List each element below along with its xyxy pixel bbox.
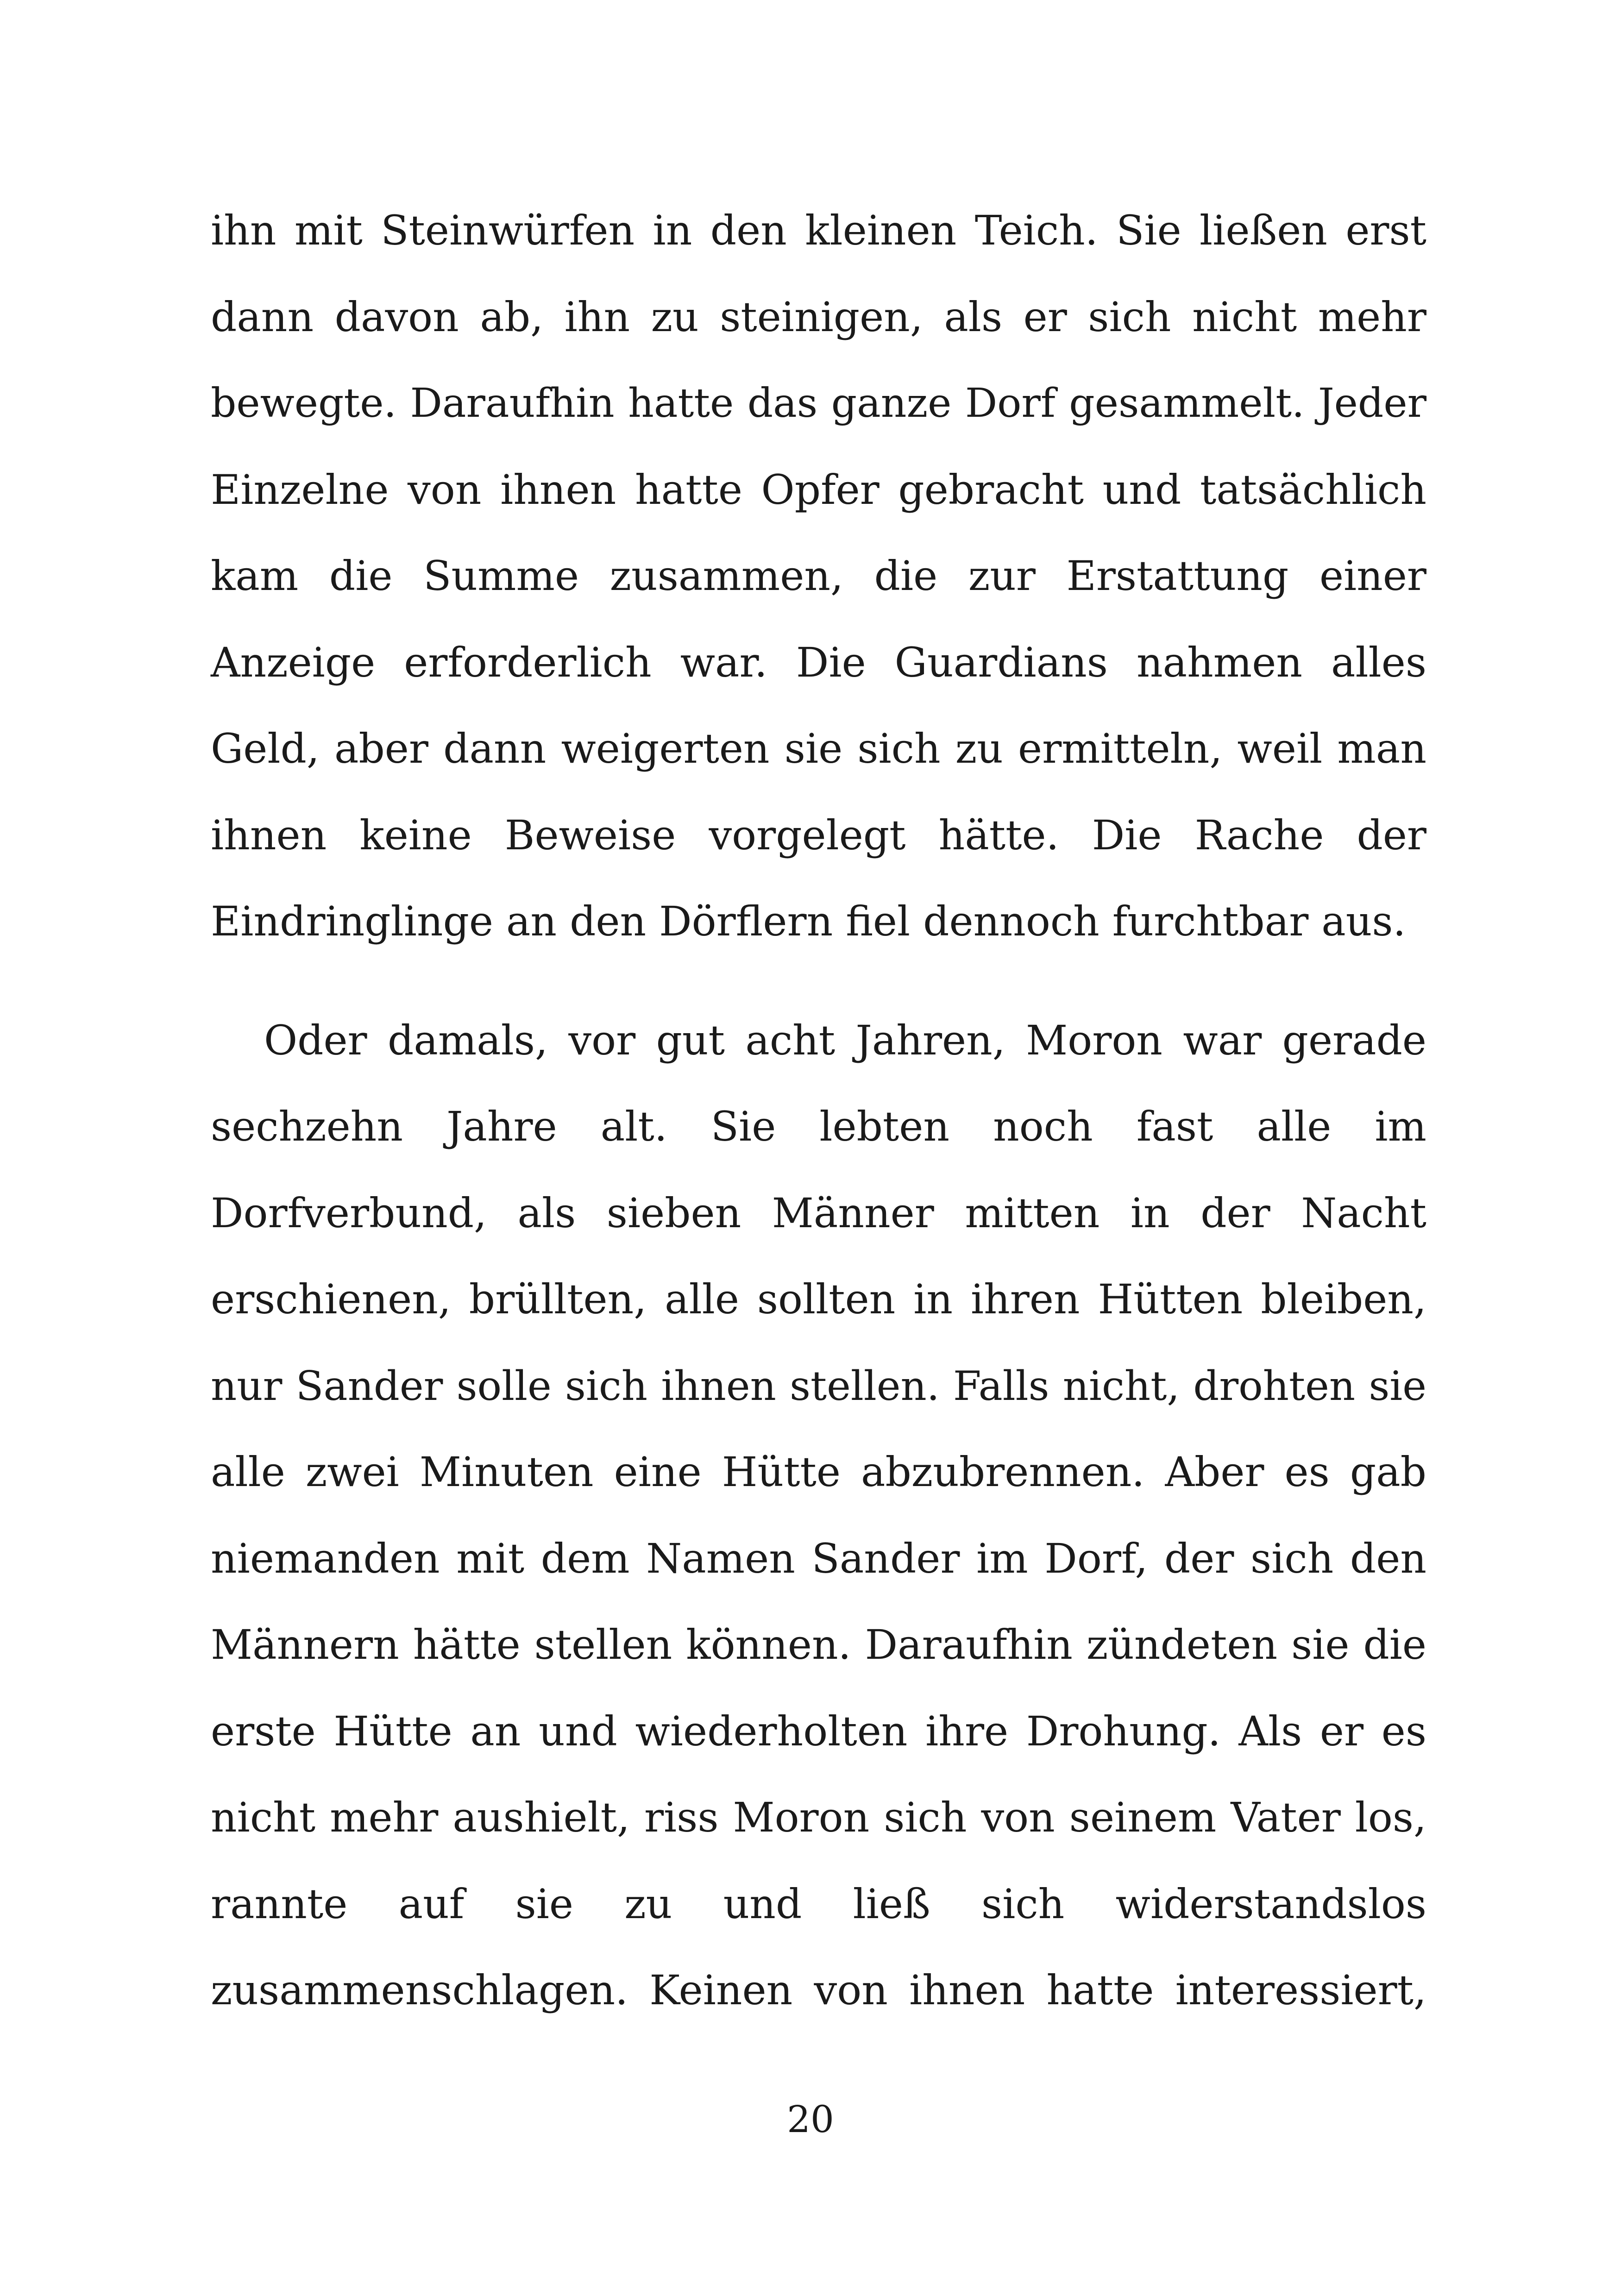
text-line: Geld, aber dann weigerten sie sich zu ermitteln, weil man (211, 725, 1426, 772)
text-line: alle zwei Minuten eine Hütte abzubrennen. Aber es gab (211, 1448, 1426, 1496)
text-line: Männern hätte stellen können. Daraufhin zündeten sie die (211, 1621, 1426, 1669)
text-line: Oder damals, vor gut acht Jahren, Moron war gerade (264, 1016, 1426, 1064)
page-number: 20 (787, 2098, 834, 2141)
text-line: sechzehn Jahre alt. Sie lebten noch fast alle im (211, 1103, 1426, 1150)
text-line: nicht mehr aushielt, riss Moron sich von seinem Vater los, (211, 1794, 1426, 1841)
paragraph-spacing (211, 965, 1426, 997)
text-line: ihnen keine Beweise vorgelegt hätte. Die Rache der (211, 811, 1426, 859)
text-line: nur Sander solle sich ihnen stellen. Falls nicht, drohten sie (211, 1362, 1426, 1410)
text-line: Dorfverbund, als sieben Männer mitten in der Nacht (211, 1189, 1426, 1237)
text-line: ihn mit Steinwürfen in den kleinen Teich. Sie ließen erst (211, 207, 1426, 254)
text-line: erschienen, brüllten, alle sollten in ihren Hütten bleiben, (211, 1275, 1426, 1323)
paragraph-2 (211, 997, 1426, 2034)
body-text (211, 188, 1426, 2034)
text-line: kam die Summe zusammen, die zur Erstattung einer (211, 552, 1426, 600)
text-line: dann davon ab, ihn zu steinigen, als er sich nicht mehr (211, 293, 1426, 341)
text-line: rannte auf sie zu und ließ sich widerstandslos (211, 1880, 1426, 1928)
text-line: erste Hütte an und wiederholten ihre Drohung. Als er es (211, 1707, 1426, 1755)
text-line: Anzeige erforderlich war. Die Guardians nahmen alles (211, 638, 1426, 686)
paragraph-1 (211, 188, 1426, 965)
text-line: bewegte. Daraufhin hatte das ganze Dorf gesammelt. Jeder (211, 380, 1426, 427)
text-line: zusammenschlagen. Keinen von ihnen hatte interessiert, (211, 1966, 1426, 2014)
text-line: niemanden mit dem Namen Sander im Dorf, der sich den (211, 1534, 1426, 1582)
text-line: Eindringlinge an den Dörflern fiel dennoch furchtbar aus. (211, 897, 1406, 945)
text-line: Einzelne von ihnen hatte Opfer gebracht und tatsächlich (211, 465, 1426, 514)
